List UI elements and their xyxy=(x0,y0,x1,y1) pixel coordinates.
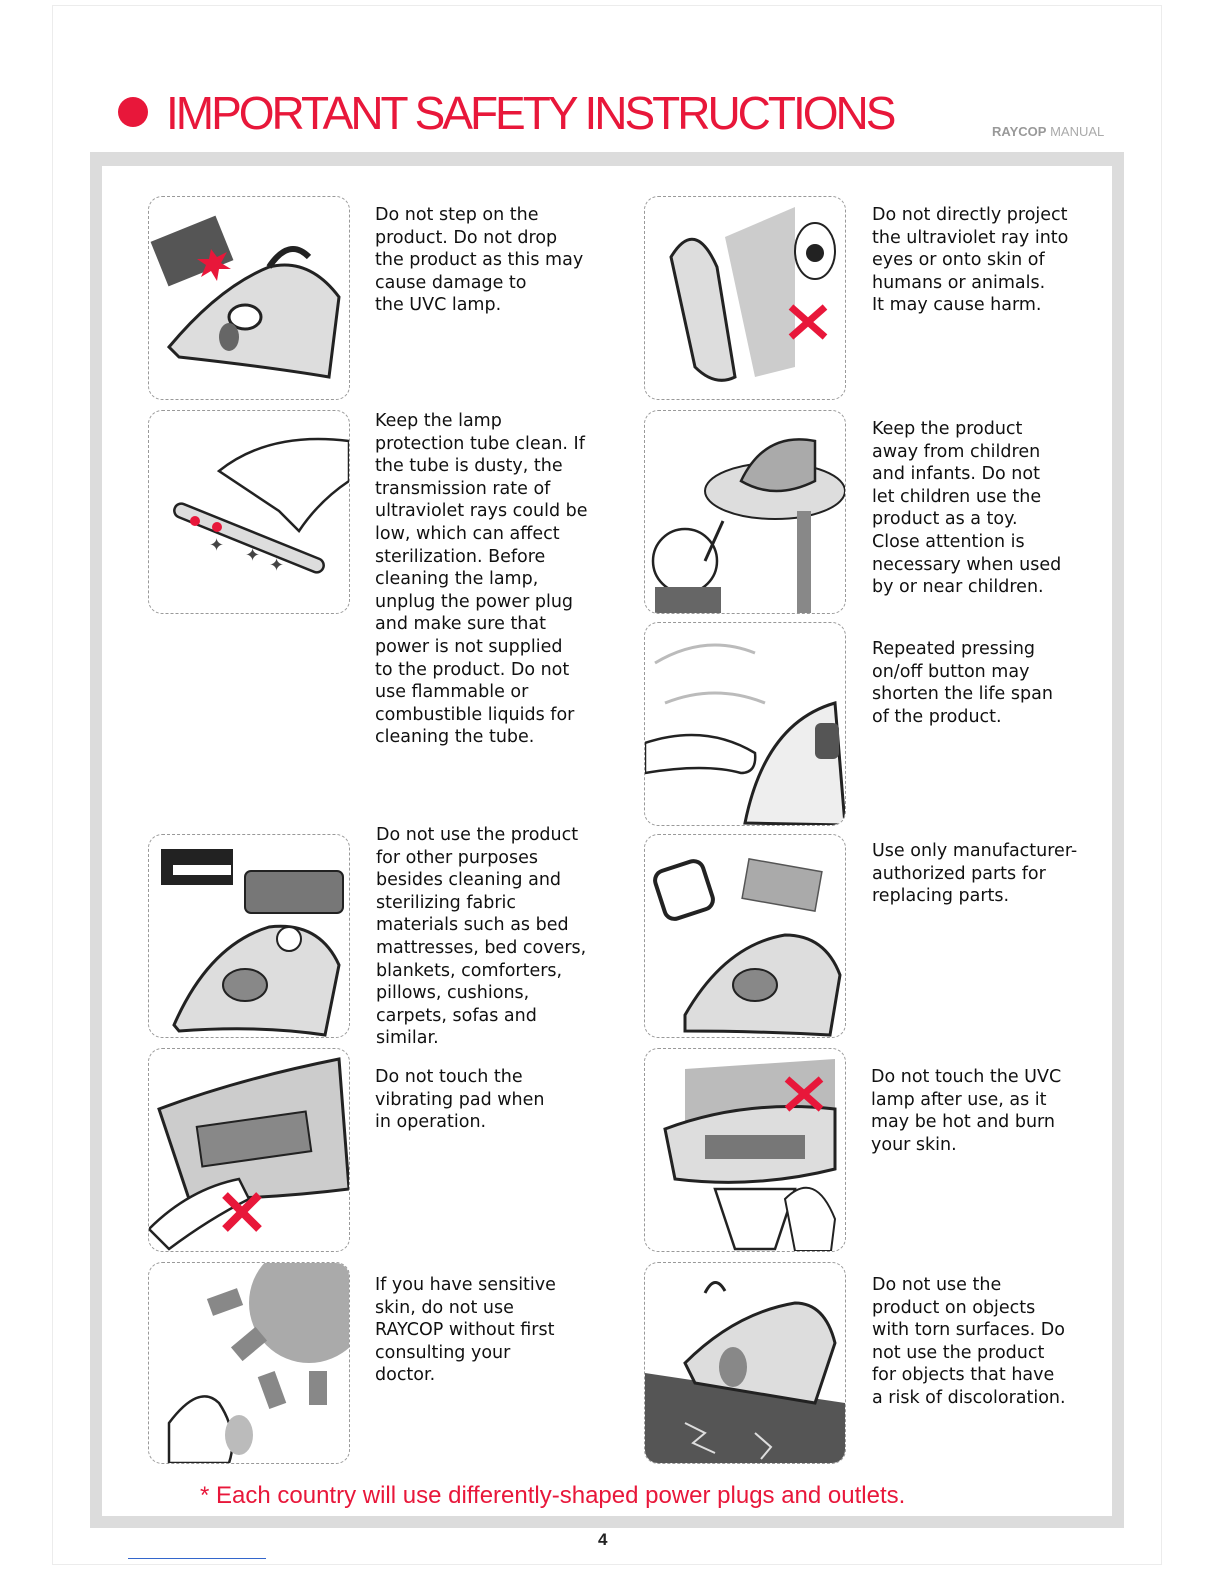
uv-eye-illustration xyxy=(644,196,846,400)
instruction-text: Do not touch the vibrating pad when in operation. xyxy=(375,1067,545,1133)
footer-link-underline xyxy=(128,1558,266,1559)
authorized-parts-illustration xyxy=(644,834,846,1038)
clean-lamp-tube-illustration xyxy=(148,410,350,614)
power-button-illustration xyxy=(644,622,846,826)
instruction-text: If you have sensitive skin, do not use RAYCOP without first consulting your doctor. xyxy=(375,1275,556,1386)
hot-lamp-illustration xyxy=(644,1048,846,1252)
child-safety-illustration xyxy=(644,410,846,614)
instruction-text: Do not touch the UVC lamp after use, as it may be hot and burn your skin. xyxy=(871,1067,1062,1155)
instruction-text: Use only manufacturer- authorized parts for replacing parts. xyxy=(872,841,1078,907)
step-on-product-illustration xyxy=(148,196,350,400)
instruction-text: Repeated pressing on/off button may shorten the life span of the product. xyxy=(872,639,1053,727)
fabric-use-illustration xyxy=(148,834,350,1038)
brand-name: RAYCOP xyxy=(992,124,1047,139)
title-bullet-icon xyxy=(118,97,148,127)
sensitive-skin-illustration xyxy=(148,1262,350,1464)
instruction-text: Do not use the product on objects with torn surfaces. Do not use the product for objects that have a risk of discoloration. xyxy=(872,1275,1066,1408)
torn-surface-illustration xyxy=(644,1262,846,1464)
brand-label xyxy=(992,124,1104,139)
instruction-text: Keep the lamp protection tube clean. If the tube is dusty, the transmission rate of ultraviolet rays could be low, which can affect sterilization. Before cleaning the lamp, unplug the power plug and make sure that power is not supplied to the product. Do not use flammable or combustible liquids for cleaning the tube. xyxy=(375,411,588,748)
page-number: 4 xyxy=(598,1530,608,1549)
vibrating-pad-illustration xyxy=(148,1048,350,1252)
brand-suffix: MANUAL xyxy=(1050,124,1105,139)
svg-text:✦: ✦ xyxy=(269,555,285,576)
svg-text:✦: ✦ xyxy=(209,535,225,556)
instruction-text: Do not directly project the ultraviolet ray into eyes or onto skin of humans or animals. It may cause harm. xyxy=(872,205,1069,316)
page-title: IMPORTANT SAFETY INSTRUCTIONS xyxy=(166,87,894,139)
instruction-text: Do not step on the product. Do not drop the product as this may cause damage to the UVC lamp. xyxy=(375,205,584,316)
svg-text:✦: ✦ xyxy=(245,545,261,566)
instruction-text: Keep the product away from children and infants. Do not let children use the product as a toy. Close attention is necessary when used by or near children. xyxy=(872,419,1062,598)
instruction-text: Do not use the product for other purposes besides cleaning and sterilizing fabric materials such as bed mattresses, bed covers, blankets, comforters, pillows, cushions, carpets, sofas and similar. xyxy=(376,825,587,1049)
footnote: * Each country will use differently-shaped power plugs and outlets. xyxy=(200,1482,906,1509)
